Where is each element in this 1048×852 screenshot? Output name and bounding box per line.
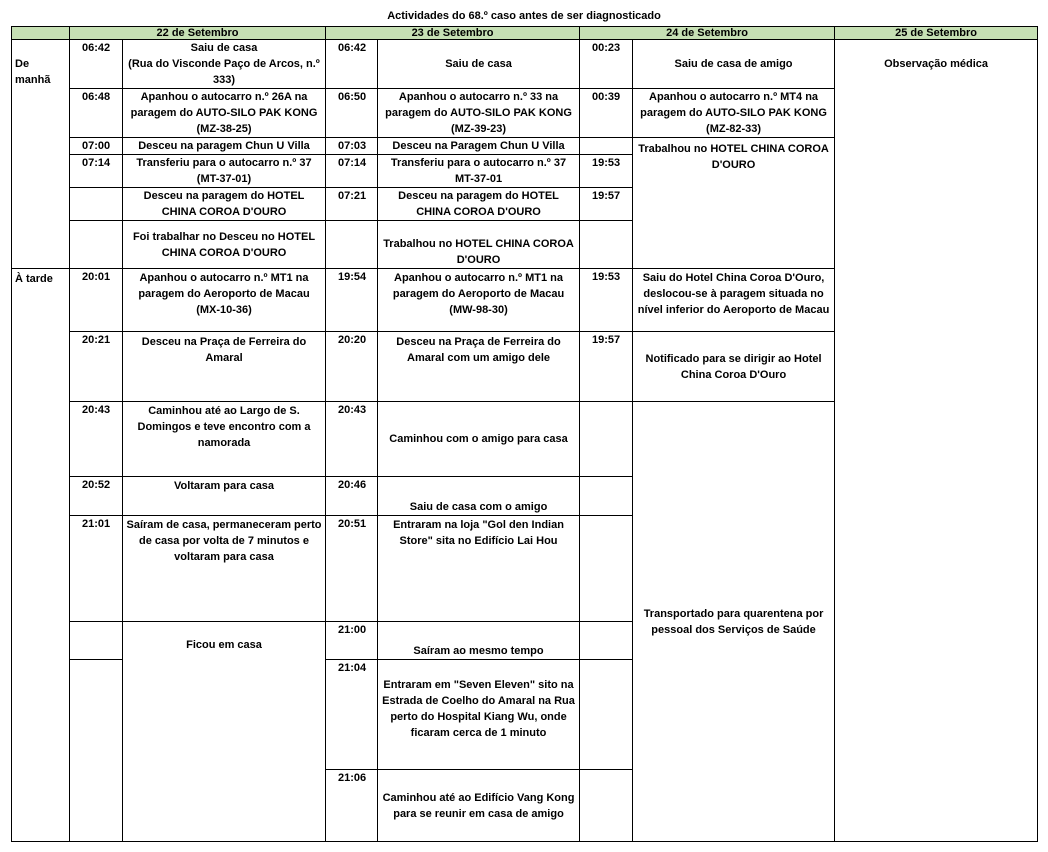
time-cell: 20:46: [326, 477, 378, 516]
time-cell: [580, 477, 633, 516]
time-cell: 20:21: [70, 332, 123, 402]
time-cell: 00:39: [580, 89, 633, 138]
activity-cell: Transferiu para o autocarro n.º 37 MT-37-01: [378, 155, 580, 188]
time-cell: 07:00: [70, 138, 123, 155]
time-cell: [580, 138, 633, 155]
time-cell: 00:23: [580, 40, 633, 89]
activity-table: [11, 26, 1038, 842]
time-cell: [580, 402, 633, 477]
time-cell: [580, 660, 633, 770]
time-cell: [580, 516, 633, 622]
time-cell: 19:53: [580, 155, 633, 188]
observation-cell: Observação médica: [835, 40, 1038, 842]
time-cell: 06:42: [70, 40, 123, 89]
period-morning: De manhã: [12, 40, 70, 269]
time-cell: 20:43: [70, 402, 123, 477]
time-cell: [580, 622, 633, 660]
activity-cell: Desceu na paragem do HOTEL CHINA COROA D'OURO: [123, 188, 326, 221]
activity-cell: Desceu na Paragem Chun U Villa: [378, 138, 580, 155]
activity-cell: Apanhou o autocarro n.º 26A na paragem do AUTO-SILO PAK KONG (MZ-38-25): [123, 89, 326, 138]
activity-cell: Saiu de casa com o amigo: [378, 477, 580, 516]
time-cell: [70, 221, 123, 269]
period-afternoon: À tarde: [12, 269, 70, 842]
activity-cell: Voltaram para casa: [123, 477, 326, 516]
activity-cell: Caminhou com o amigo para casa: [378, 402, 580, 477]
activity-cell: Saíram de casa, permaneceram perto de casa por volta de 7 minutos e voltaram para casa: [123, 516, 326, 622]
activity-cell: Desceu na Praça de Ferreira do Amaral com um amigo dele: [378, 332, 580, 402]
time-cell: [580, 770, 633, 842]
time-cell: 06:42: [326, 40, 378, 89]
time-cell: 19:57: [580, 188, 633, 221]
activity-cell: Ficou em casa: [123, 622, 326, 842]
header-blank: [12, 27, 70, 40]
time-cell: [70, 188, 123, 221]
activity-cell: Entraram na loja "Gol den Indian Store" sita no Edifício Lai Hou: [378, 516, 580, 622]
time-cell: 06:50: [326, 89, 378, 138]
time-cell: 07:21: [326, 188, 378, 221]
header-row: [12, 27, 1038, 40]
header-24: 24 de Setembro: [580, 27, 835, 40]
header-25: 25 de Setembro: [835, 27, 1038, 40]
activity-cell: Trabalhou no HOTEL CHINA COROA D'OURO: [378, 221, 580, 269]
time-cell: 07:14: [326, 155, 378, 188]
activity-cell: Caminhou até ao Edifício Vang Kong para se reunir em casa de amigo: [378, 770, 580, 842]
time-cell: 20:01: [70, 269, 123, 332]
activity-cell: Saíram ao mesmo tempo: [378, 622, 580, 660]
time-cell: 20:52: [70, 477, 123, 516]
time-cell: 07:03: [326, 138, 378, 155]
activity-cell: Caminhou até ao Largo de S. Domingos e teve encontro com a namorada: [123, 402, 326, 477]
time-cell: 07:14: [70, 155, 123, 188]
activity-cell: Transferiu para o autocarro n.º 37 (MT-37-01): [123, 155, 326, 188]
activity-cell: Desceu na paragem do HOTEL CHINA COROA D'OURO: [378, 188, 580, 221]
header-22: 22 de Setembro: [70, 27, 326, 40]
time-cell: 06:48: [70, 89, 123, 138]
activity-cell: Trabalhou no HOTEL CHINA COROA D'OURO: [633, 138, 835, 269]
activity-cell: Foi trabalhar no Desceu no HOTEL CHINA COROA D'OURO: [123, 221, 326, 269]
time-cell: [580, 221, 633, 269]
time-cell: 20:43: [326, 402, 378, 477]
time-cell: 21:06: [326, 770, 378, 842]
activity-cell: Saiu de casa: [378, 40, 580, 89]
table-row: [12, 40, 1038, 89]
time-cell: [326, 221, 378, 269]
activity-cell: Entraram em "Seven Eleven" sito na Estrada de Coelho do Amaral na Rua perto do Hospital Kiang Wu, onde ficaram cerca de 1 minuto: [378, 660, 580, 770]
activity-cell: Saiu do Hotel China Coroa D'Ouro, deslocou-se à paragem situada no nível inferior do Aeroporto de Macau: [633, 269, 835, 332]
header-23: 23 de Setembro: [326, 27, 580, 40]
time-cell: 19:54: [326, 269, 378, 332]
time-cell: 20:51: [326, 516, 378, 622]
activity-cell: Apanhou o autocarro n.º MT1 na paragem do Aeroporto de Macau (MW-98-30): [378, 269, 580, 332]
time-cell: 20:20: [326, 332, 378, 402]
time-cell: 21:01: [70, 516, 123, 622]
activity-cell: Desceu na Praça de Ferreira do Amaral: [123, 332, 326, 402]
activity-cell: Desceu na paragem Chun U Villa: [123, 138, 326, 155]
time-cell: 21:04: [326, 660, 378, 770]
activity-cell: Apanhou o autocarro n.º MT4 na paragem do AUTO-SILO PAK KONG (MZ-82-33): [633, 89, 835, 138]
activity-cell: Transportado para quarentena por pessoal dos Serviços de Saúde: [633, 402, 835, 842]
activity-cell: Apanhou o autocarro n.º MT1 na paragem do Aeroporto de Macau (MX-10-36): [123, 269, 326, 332]
time-cell: [70, 660, 123, 842]
activity-cell: Saiu de casa de amigo: [633, 40, 835, 89]
time-cell: 19:53: [580, 269, 633, 332]
page-title: Actividades do 68.º caso antes de ser diagnosticado: [387, 10, 661, 22]
activity-cell: Apanhou o autocarro n.º 33 na paragem do AUTO-SILO PAK KONG (MZ-39-23): [378, 89, 580, 138]
activity-cell: Saiu de casa (Rua do Visconde Paço de Arcos, n.º 333): [123, 40, 326, 89]
time-cell: [70, 622, 123, 660]
time-cell: 21:00: [326, 622, 378, 660]
activity-cell: Notificado para se dirigir ao Hotel China Coroa D'Ouro: [633, 332, 835, 402]
time-cell: 19:57: [580, 332, 633, 402]
